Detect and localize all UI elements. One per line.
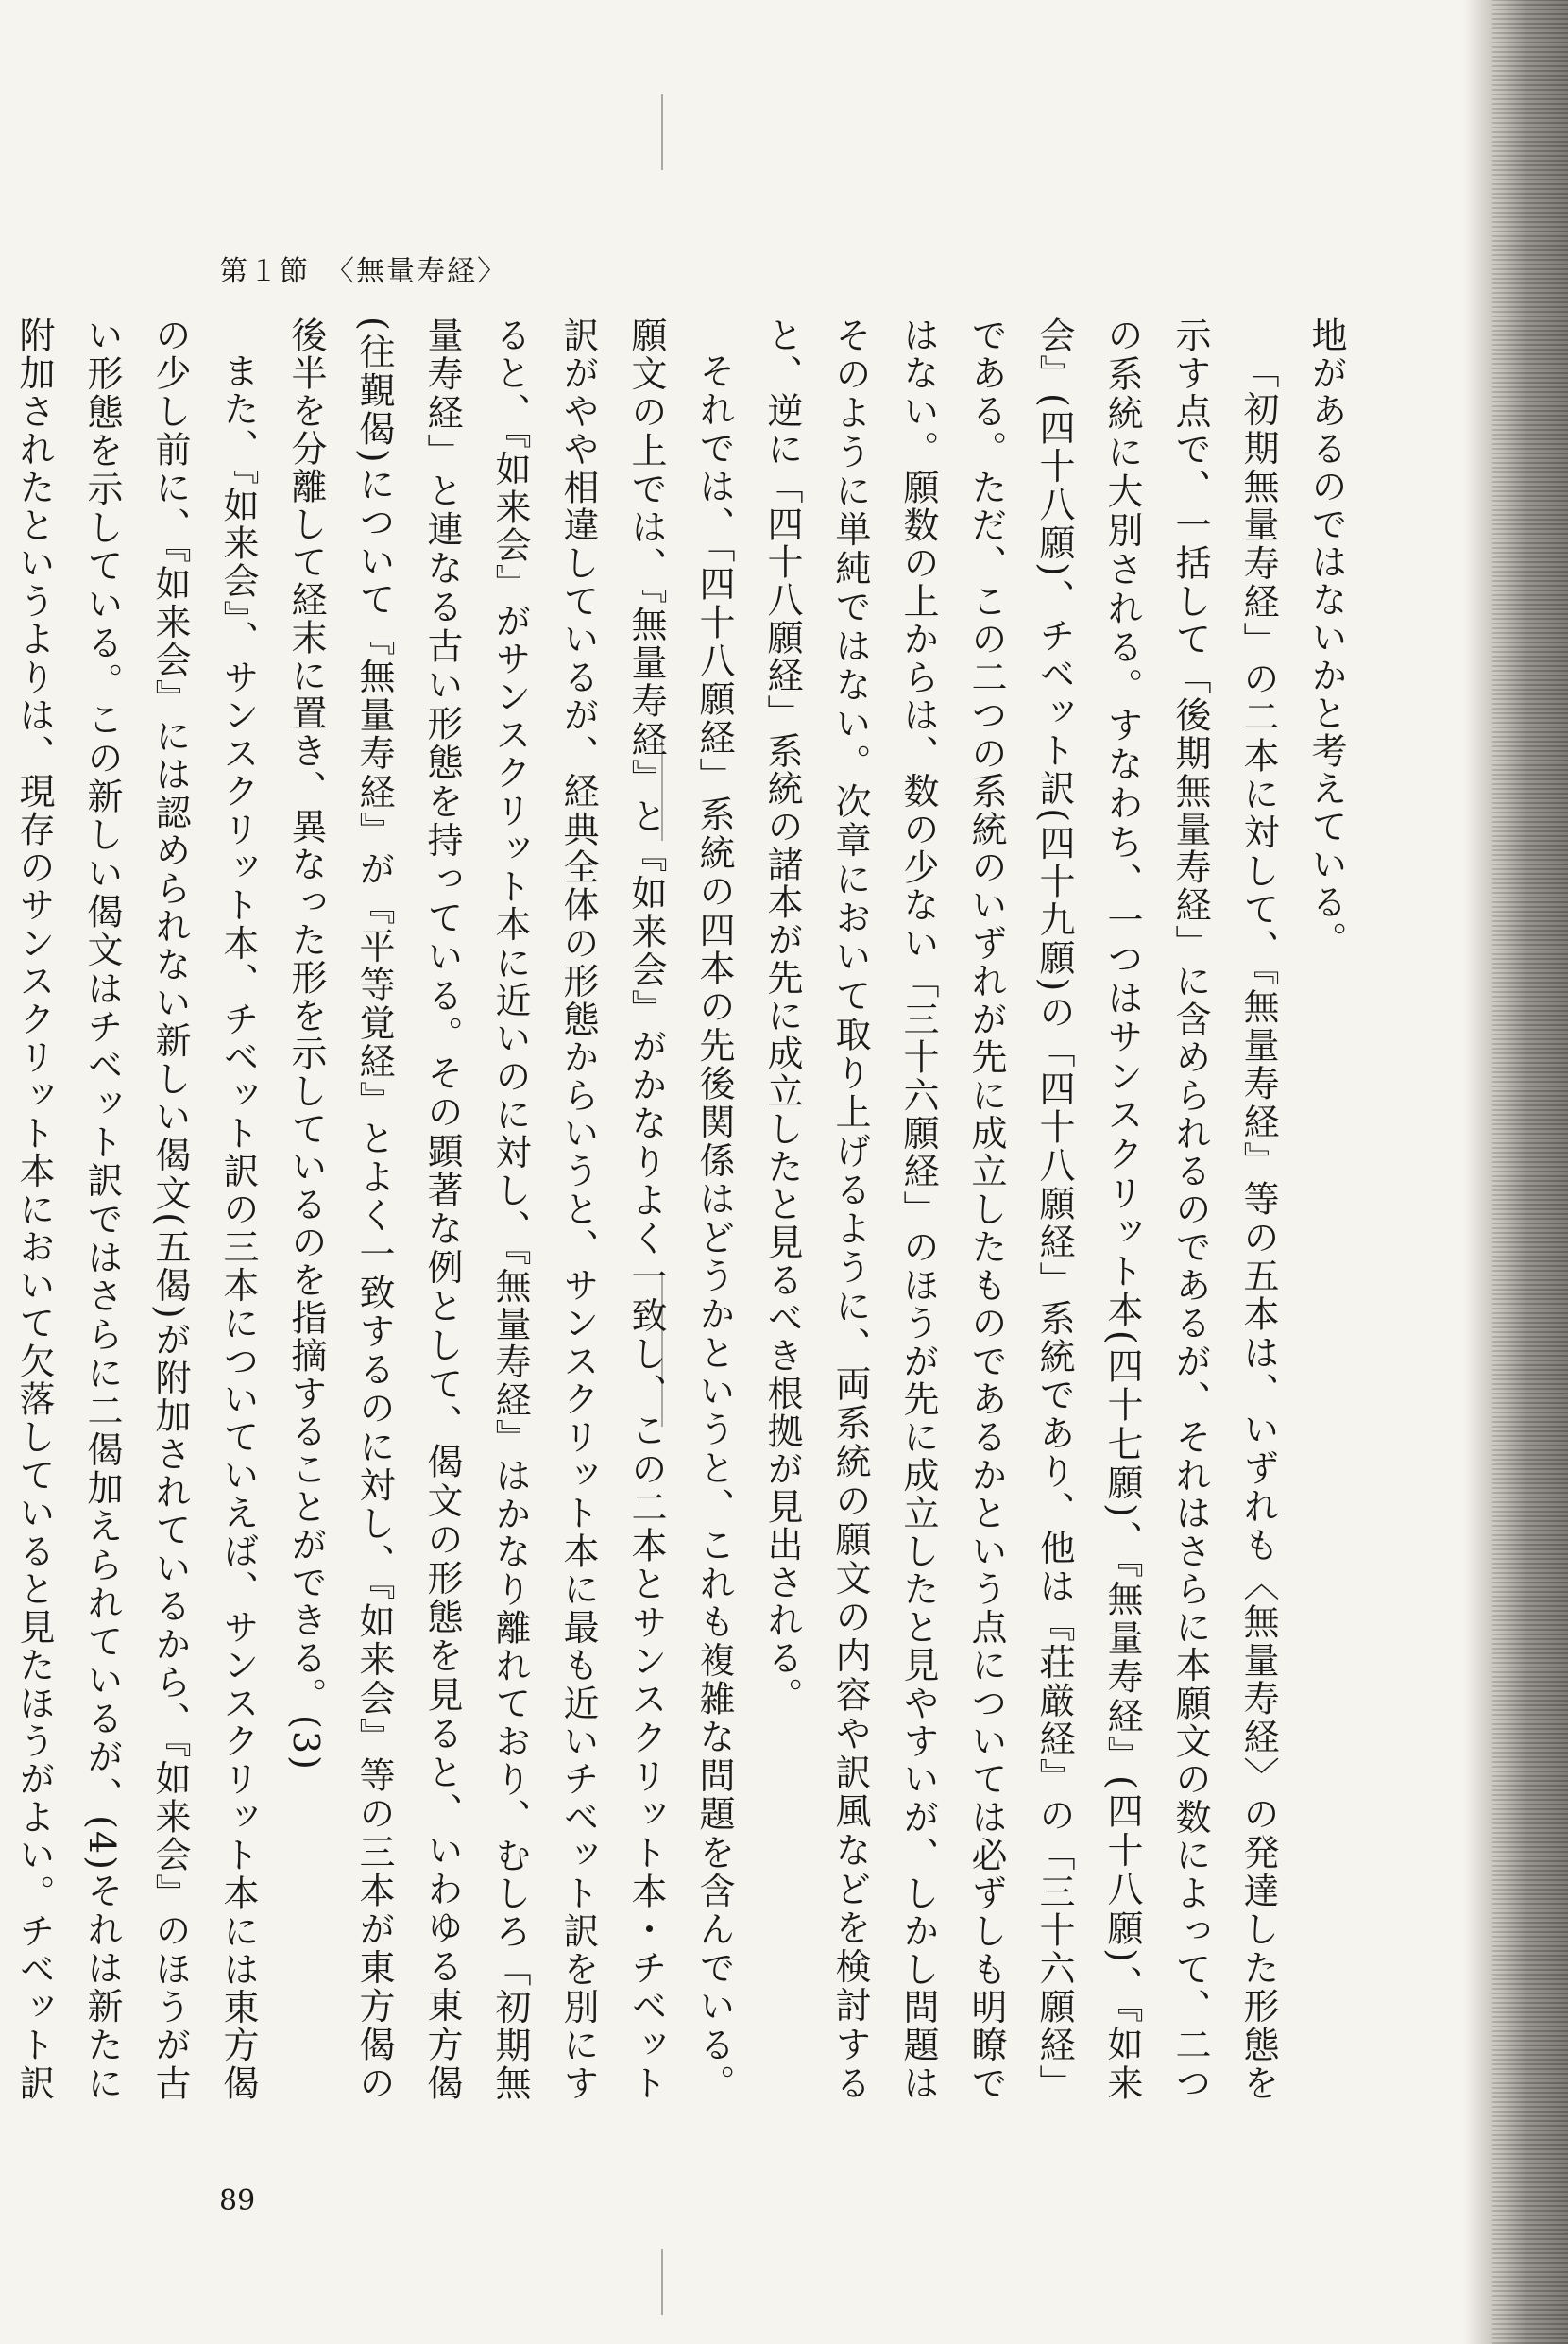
paragraph: それでは、「四十八願経」系統の四本の先後関係はどうかというと、これも複雑な問題を含んでいる。願文の上では、『無量寿経』と『如来会』がかなりよく一致し、この二本とサンスクリット本・チベット訳がやや相違しているが、経典全体の形態からいうと、サンスクリット本に最も近いチベット訳を別にすると、『如来会』がサンスクリット本に近いのに対し、『無量寿経』はかなり離れており、むしろ「初期無量寿経」と連なる古い形態を持っている。その顕著な例として、偈文の形態を見ると、いわゆる東方偈(往覲偈)について『無量寿経』が『平等覚経』とよく一致するのに対し、『如来会』等の三本が東方偈の後半を分離して経末に置き、異なった形を示しているのを指摘することができる。(3) [285,317,735,2103]
scan-noise [1492,0,1568,2344]
paragraph: 地があるのではないかと考えている。 [1305,317,1347,959]
scan-artifact-line [661,94,663,170]
running-header: 第１節 〈無量寿経〉 [219,255,507,288]
paragraph: 「初期無量寿経」の二本に対して、『無量寿経』等の五本は、いずれも〈無量寿経〉の発達した形態を示す点で、一括して「後期無量寿経」に含められるのであるが、それはさらに本願文の数によって、二つの系統に大別される。すなわち、一つはサンスクリット本(四十七願)、『無量寿経』(四十八願)、『如来会』(四十八願)、チベット訳(四十九願)の「四十八願経」系統であり、他は『荘厳経』の「三十六願経」である。ただ、この二つの系統のいずれが先に成立したものであるかという点については必ずしも明瞭ではない。願数の上からは、数の少ない「三十六願経」のほうが先に成立したと見やすいが、しかし問題はそのように単純ではない。次章において取り上げるように、両系統の願文の内容や訳風などを検討すると、逆に「四十八願経」系統の諸本が先に成立したと見るべき根拠が見出される。 [761,317,1279,2103]
vertical-text-body [13,317,1360,2103]
scan-artifact-line [661,2249,663,2315]
paragraph: また、『如来会』、サンスクリット本、チベット訳の三本についていえば、サンスクリット本には東方偈の少し前に、『如来会』には認められない新しい偈文(五偈)が附加されているから、『如来会』のほうが古い形態を示している。この新しい偈文はチベット訳ではさらに二偈加えられているが、(4)それは新たに附加されたというよりは、現存のサンスクリット本において欠落していると見たほうがよい。チベット訳 [13,317,259,2103]
page-number: 89 [219,2184,256,2217]
